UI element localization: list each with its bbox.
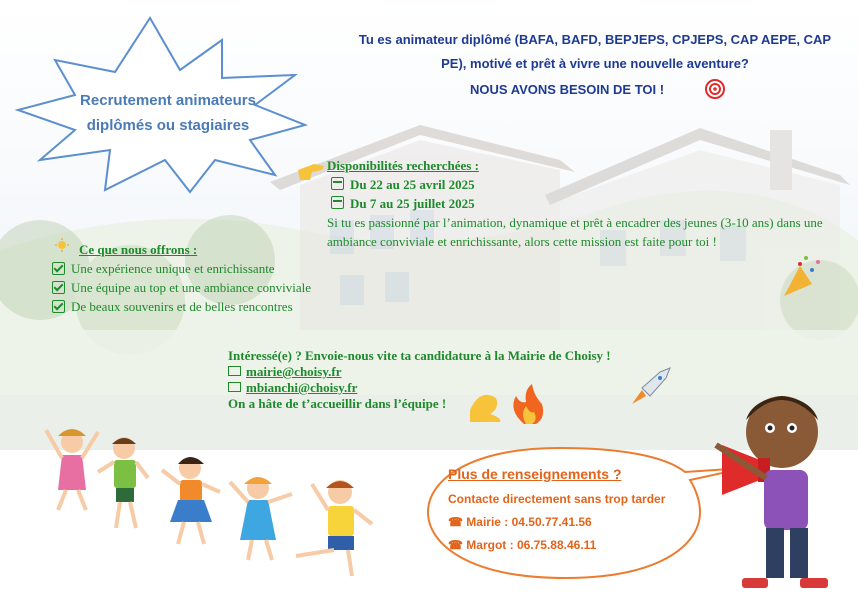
star-line-1: Recrutement animateurs — [80, 92, 256, 109]
checkbox-icon — [52, 300, 65, 313]
star-banner-text — [68, 88, 268, 138]
offer-item: Une équipe au top et une ambiance conviviale — [52, 278, 352, 297]
availability-title: Disponibilités recherchées : — [327, 158, 479, 173]
need-you-text: NOUS AVONS BESOIN DE TOI ! — [470, 82, 665, 97]
contact-call: Intéressé(e) ? Envoie-nous vite ta candidature à la Mairie de Choisy ! — [228, 348, 611, 363]
availability-description: Si tu es passionné par l’animation, dynamique et prêt à encadrer des jeunes (3-10 ans) dans une ambiance conviviale et enrichissante, alors cette mission est faite pour toi ! — [327, 215, 823, 249]
info-bubble-title: Plus de renseignements ? — [448, 466, 622, 482]
contact-closing: On a hâte de t’accueillir dans l’équipe ! — [228, 396, 447, 411]
calendar-icon — [331, 177, 344, 190]
contact-section — [228, 348, 688, 412]
header-question: Tu es animateur diplômé (BAFA, BAFD, BEPJEPS, CPJEPS, CAP AEPE, CAP PE), motivé et prêt à vivre une nouvelle aventure? — [358, 32, 832, 71]
offers-title: Ce que nous offrons : — [79, 242, 198, 257]
availability-section — [327, 156, 847, 251]
info-bubble-subtitle: Contacte directement sans trop tarder — [448, 492, 666, 506]
info-bubble — [448, 466, 688, 552]
checkbox-icon — [52, 262, 65, 275]
email-row — [228, 380, 688, 396]
email-link-mbianchi[interactable]: mbianchi@choisy.fr — [246, 380, 358, 395]
phone-margot: ☎ Margot : 06.75.88.46.11 — [448, 538, 597, 552]
mail-icon — [228, 366, 241, 376]
availability-date-2: Du 7 au 25 juillet 2025 — [327, 194, 847, 213]
email-link-mairie[interactable]: mairie@choisy.fr — [246, 364, 342, 379]
checkbox-icon — [52, 281, 65, 294]
target-icon — [704, 78, 726, 100]
calendar-icon — [331, 196, 344, 209]
offer-item: Une expérience unique et enrichissante — [52, 259, 352, 278]
offer-item: De beaux souvenirs et de belles rencontres — [52, 297, 352, 316]
mail-icon — [228, 382, 241, 392]
phone-mairie: ☎ Mairie : 04.50.77.41.56 — [448, 515, 592, 529]
star-line-2: diplômés ou stagiaires — [86, 117, 250, 134]
offers-section — [52, 240, 352, 316]
availability-date-1: Du 22 au 25 avril 2025 — [327, 175, 847, 194]
email-row — [228, 364, 688, 380]
